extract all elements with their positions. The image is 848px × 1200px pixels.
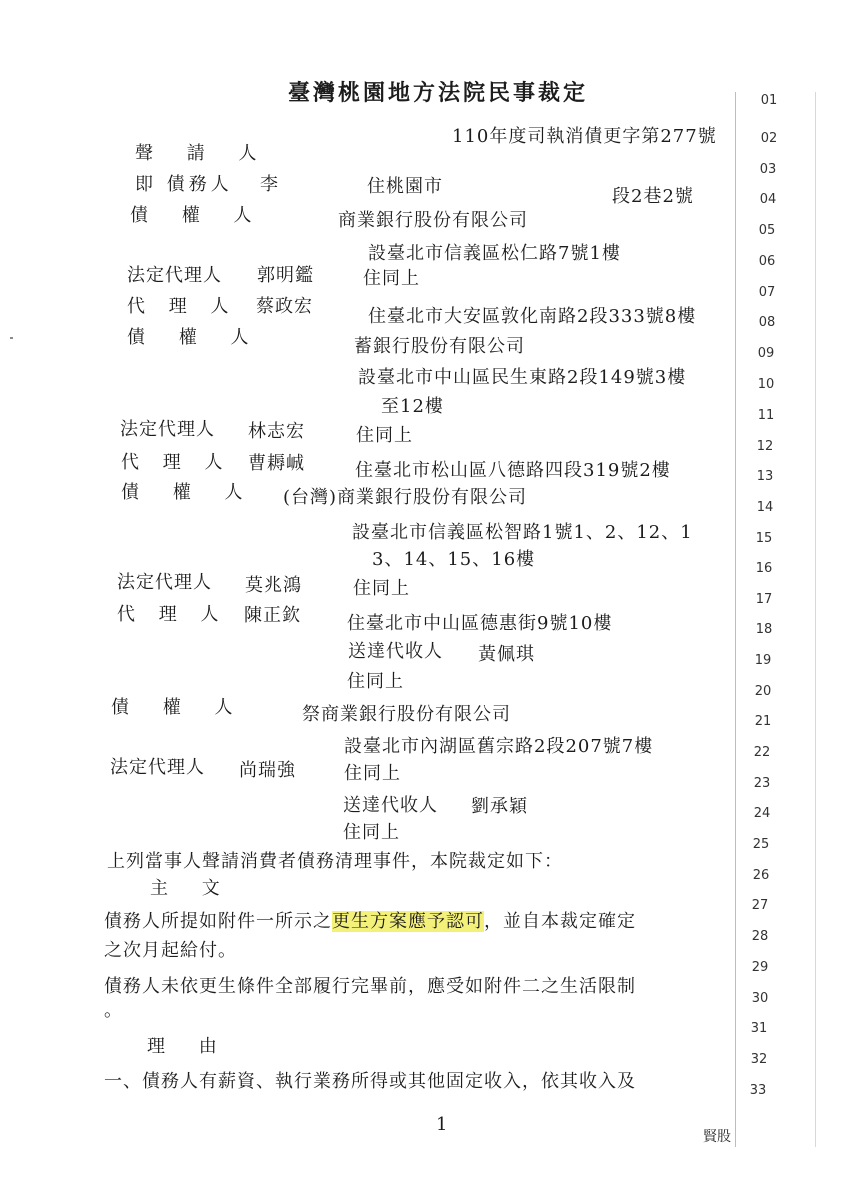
line-number: 23 (753, 776, 771, 791)
creditor-2-rep-role: 法定代理人 (120, 419, 215, 440)
line-number: 19 (754, 653, 772, 668)
line-number: 31 (750, 1021, 768, 1036)
main-paragraph-2-continued: 。 (104, 1000, 123, 1021)
line-number: 29 (751, 960, 769, 975)
creditor-2-address-1: 設臺北市中山區民生東路2段149號3樓 (358, 367, 687, 388)
creditor-3-service-role: 送達代收人 (348, 641, 443, 662)
line-number: 25 (752, 837, 770, 852)
hole-punch-mark (10, 337, 13, 339)
main-paragraph-1-continued: 之次月起給付。 (104, 940, 237, 961)
line-number: 15 (755, 531, 773, 546)
creditor-2-rep-address: 住同上 (356, 425, 413, 446)
line-number: 10 (757, 377, 775, 392)
applicant-role: 聲 請 人 (135, 143, 271, 164)
line-number: 13 (756, 469, 774, 484)
line-number: 06 (758, 254, 776, 269)
line-number: 07 (758, 285, 776, 300)
creditor-1-agent-address: 住臺北市大安區敦化南路2段333號8樓 (368, 306, 697, 327)
creditor-3-role: 債 權 人 (121, 482, 257, 503)
creditor-2-name: 蓄銀行股份有限公司 (354, 336, 525, 357)
creditor-1-rep-role: 法定代理人 (127, 265, 222, 286)
creditor-2-role: 債 權 人 (127, 327, 263, 348)
line-number: 24 (753, 806, 771, 821)
line-number: 17 (755, 592, 773, 607)
debtor-address-start: 住桃園市 (367, 176, 443, 197)
creditor-4-service-address: 住同上 (343, 822, 400, 843)
creditor-2-address-2: 至12樓 (381, 396, 444, 417)
creditor-1-rep-name: 郭明鑑 (257, 265, 314, 286)
line-number: 27 (751, 898, 769, 913)
line-number: 09 (757, 346, 775, 361)
ruling-intro: 上列當事人聲請消費者債務清理事件，本院裁定如下： (107, 851, 563, 872)
line-number: 28 (751, 929, 769, 944)
case-number: 110年度司執消債更字第277號 (452, 126, 717, 147)
debtor-role: 即 債務人 (135, 174, 233, 195)
main-paragraph-1-post: ，並自本裁定確定 (484, 911, 636, 932)
line-number: 02 (760, 131, 778, 146)
far-right-margin-rule (815, 92, 816, 1147)
creditor-3-address-2: 3、14、15、16樓 (372, 549, 536, 570)
debtor-name: 李 (260, 174, 279, 195)
line-number: 11 (757, 408, 775, 423)
creditor-4-rep-role: 法定代理人 (110, 757, 205, 778)
creditor-3-rep-role: 法定代理人 (117, 572, 212, 593)
creditor-4-address: 設臺北市內湖區舊宗路2段207號7樓 (344, 736, 654, 757)
creditor-2-agent-name: 曹耨峸 (248, 453, 305, 474)
main-text-heading: 主 文 (150, 878, 234, 899)
line-number: 26 (752, 868, 770, 883)
creditor-3-rep-name: 莫兆鴻 (245, 575, 302, 596)
creditor-1-rep-address: 住同上 (363, 268, 420, 289)
line-number: 32 (750, 1052, 768, 1067)
line-number: 01 (760, 93, 778, 108)
main-paragraph-1-pre: 債務人所提如附件一所示之 (104, 911, 332, 932)
line-number: 04 (759, 192, 777, 207)
reason-paragraph-1: 一、債務人有薪資、執行業務所得或其他固定收入，依其收入及 (104, 1071, 636, 1092)
creditor-4-role: 債 權 人 (111, 697, 247, 718)
page-number: 1 (436, 1114, 448, 1135)
creditor-3-service-name: 黃佩琪 (478, 644, 535, 665)
line-number: 20 (754, 684, 772, 699)
creditor-4-rep-name: 尚瑞強 (239, 760, 296, 781)
main-paragraph-1 (104, 911, 636, 933)
creditor-3-agent-role: 代 理 人 (117, 604, 228, 625)
division-label: 賢股 (703, 1129, 731, 1145)
creditor-3-rep-address: 住同上 (353, 578, 410, 599)
line-number: 05 (758, 223, 776, 238)
line-number: 08 (758, 315, 776, 330)
line-number: 14 (756, 500, 774, 515)
creditor-4-service-name: 劉承穎 (471, 796, 528, 817)
creditor-1-name: 商業銀行股份有限公司 (338, 210, 528, 231)
main-paragraph-2: 債務人未依更生條件全部履行完畢前，應受如附件二之生活限制 (104, 976, 636, 997)
creditor-3-name: (台灣)商業銀行股份有限公司 (283, 487, 528, 508)
line-number: 30 (751, 991, 769, 1006)
creditor-4-name: 祭商業銀行股份有限公司 (302, 704, 511, 725)
creditor-1-agent-role: 代 理 人 (127, 296, 238, 317)
reasons-heading: 理 由 (147, 1036, 231, 1057)
creditor-3-agent-name: 陳正欽 (244, 605, 301, 626)
creditor-3-service-address: 住同上 (347, 671, 404, 692)
highlighted-approval: 更生方案應予認可 (332, 911, 484, 932)
creditor-4-rep-address: 住同上 (344, 763, 401, 784)
creditor-3-address-1: 設臺北市信義區松智路1號1、2、12、1 (352, 522, 693, 543)
right-margin-rule (735, 92, 736, 1147)
creditor-2-rep-name: 林志宏 (248, 421, 305, 442)
line-number: 16 (755, 561, 773, 576)
creditor-3-agent-address: 住臺北市中山區德惠街9號10樓 (347, 613, 613, 634)
line-number: 03 (759, 162, 777, 177)
creditor-1-agent-name: 蔡政宏 (256, 296, 313, 317)
line-number: 33 (749, 1083, 767, 1098)
creditor-1-role: 債 權 人 (130, 205, 266, 226)
line-number: 12 (756, 439, 774, 454)
creditor-1-address: 設臺北市信義區松仁路7號1樓 (368, 243, 621, 264)
document-title: 臺灣桃園地方法院民事裁定 (288, 80, 589, 106)
creditor-2-agent-address: 住臺北市松山區八德路四段319號2樓 (355, 460, 671, 481)
line-number: 18 (755, 622, 773, 637)
line-number: 22 (753, 745, 771, 760)
line-number: 21 (754, 714, 772, 729)
debtor-address-end: 段2巷2號 (612, 186, 694, 207)
creditor-2-agent-role: 代 理 人 (121, 452, 232, 473)
creditor-4-service-role: 送達代收人 (343, 795, 438, 816)
